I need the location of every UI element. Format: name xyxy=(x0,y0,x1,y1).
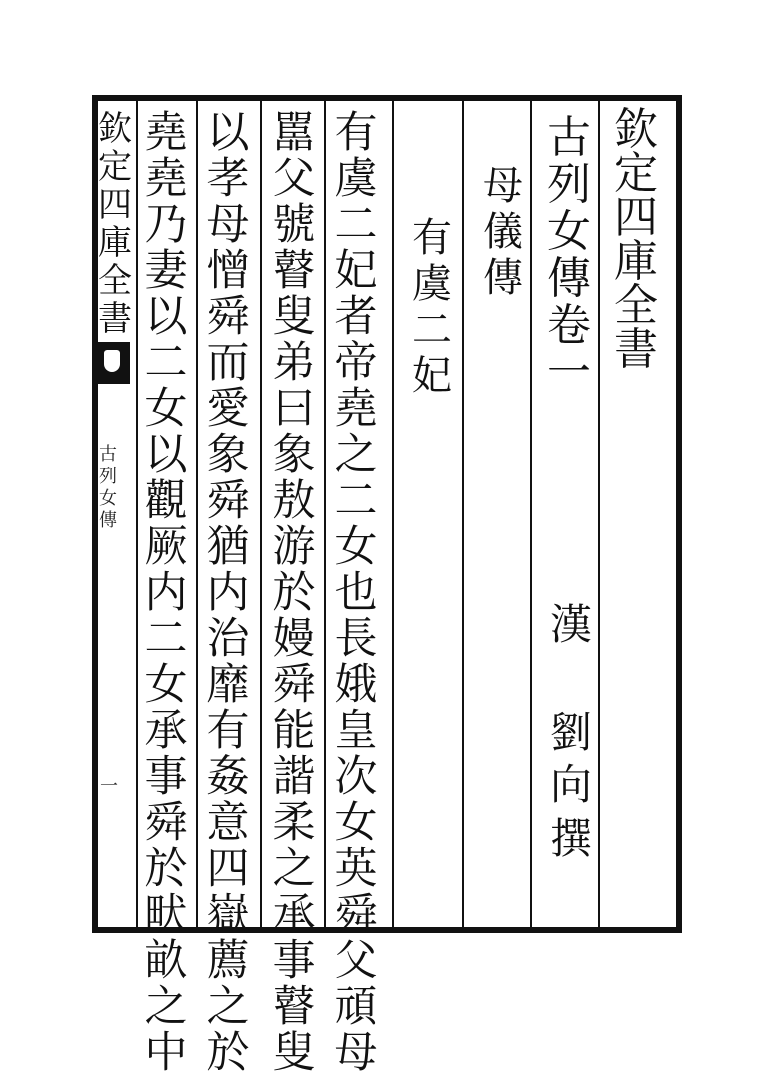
glyph: 於 xyxy=(144,844,188,894)
glyph: 瞽 xyxy=(272,982,316,1032)
glyph: 號 xyxy=(272,200,316,250)
glyph: 有 xyxy=(412,215,452,261)
column-rule xyxy=(196,95,198,933)
glyph: 傳 xyxy=(547,253,591,304)
glyph: 皇 xyxy=(334,706,378,756)
glyph: 母 xyxy=(483,163,523,209)
glyph: 象 xyxy=(206,430,250,480)
glyph: 定 xyxy=(98,147,132,187)
glyph: 於 xyxy=(206,1028,250,1078)
glyph: 孝 xyxy=(206,154,250,204)
glyph: 内 xyxy=(206,568,250,618)
glyph: 卷 xyxy=(547,300,591,351)
glyph: 於 xyxy=(272,568,316,618)
glyph: 虞 xyxy=(412,261,452,307)
glyph: 長 xyxy=(334,614,378,664)
glyph: 以 xyxy=(144,292,188,342)
body-column xyxy=(138,108,194,1078)
author-name xyxy=(543,708,599,816)
column-rule xyxy=(462,95,464,933)
author-dynasty xyxy=(543,600,599,649)
glyph: 憎 xyxy=(206,246,250,296)
glyph: 列 xyxy=(99,466,117,487)
glyph: 姦 xyxy=(206,752,250,802)
glyph: 堯 xyxy=(334,384,378,434)
glyph: 能 xyxy=(272,706,316,756)
glyph: 妻 xyxy=(144,246,188,296)
author-verb xyxy=(543,814,599,863)
glyph: 叟 xyxy=(272,1028,316,1078)
glyph: 者 xyxy=(334,292,378,342)
glyph: 虞 xyxy=(334,154,378,204)
glyph: 二 xyxy=(412,307,452,353)
glyph: 父 xyxy=(334,936,378,986)
glyph: 事 xyxy=(272,936,316,986)
glyph: 舜 xyxy=(206,292,250,342)
glyph: 瞽 xyxy=(272,246,316,296)
glyph: 頑 xyxy=(334,982,378,1032)
glyph: 儀 xyxy=(483,209,523,255)
glyph: 堯 xyxy=(144,154,188,204)
glyph: 古 xyxy=(99,444,117,465)
glyph: 女 xyxy=(144,660,188,710)
glyph: 柔 xyxy=(272,798,316,848)
glyph: 舜 xyxy=(334,890,378,940)
page-number: 一 xyxy=(100,776,118,797)
glyph: 全 xyxy=(98,261,132,301)
glyph: 舜 xyxy=(206,476,250,526)
glyph: 漢 xyxy=(549,600,592,649)
glyph: 之 xyxy=(206,982,250,1032)
glyph: 之 xyxy=(334,430,378,480)
glyph: 妃 xyxy=(412,353,452,399)
glyph: 二 xyxy=(144,614,188,664)
column-rule xyxy=(392,95,394,933)
glyph: 承 xyxy=(272,890,316,940)
glyph: 母 xyxy=(334,1028,378,1078)
glyph: 四 xyxy=(206,844,250,894)
glyph: 諧 xyxy=(272,752,316,802)
glyph: 二 xyxy=(334,200,378,250)
glyph: 有 xyxy=(334,108,378,158)
glyph: 薦 xyxy=(206,936,250,986)
glyph: 觀 xyxy=(144,476,188,526)
running-header-section xyxy=(96,446,120,534)
book-title xyxy=(539,112,599,398)
glyph: 娥 xyxy=(334,660,378,710)
glyph: 女 xyxy=(547,206,591,257)
glyph: 也 xyxy=(334,568,378,618)
fishtail-mark-icon xyxy=(96,342,130,384)
glyph: 敖 xyxy=(272,476,316,526)
glyph: 欽 xyxy=(98,109,132,149)
glyph: 英 xyxy=(334,844,378,894)
column-rule xyxy=(260,95,262,933)
glyph: 女 xyxy=(144,384,188,434)
glyph: 女 xyxy=(334,522,378,572)
glyph: 庫 xyxy=(98,223,132,263)
glyph: 全 xyxy=(614,280,658,331)
glyph: 治 xyxy=(206,614,250,664)
glyph: 列 xyxy=(547,159,591,210)
glyph: 二 xyxy=(144,338,188,388)
glyph: 二 xyxy=(334,476,378,526)
glyph: 次 xyxy=(334,752,378,802)
glyph: 四 xyxy=(614,192,658,243)
glyph: 弟 xyxy=(272,338,316,388)
glyph: 堯 xyxy=(144,108,188,158)
glyph: 曰 xyxy=(272,384,316,434)
column-rule xyxy=(324,95,326,933)
glyph: 父 xyxy=(272,154,316,204)
glyph: 厥 xyxy=(144,522,188,572)
frame-title xyxy=(604,104,668,375)
glyph: 而 xyxy=(206,338,250,388)
glyph: 帝 xyxy=(334,338,378,388)
glyph: 庫 xyxy=(614,236,658,287)
glyph: 象 xyxy=(272,430,316,480)
glyph: 以 xyxy=(206,108,250,158)
glyph: 之 xyxy=(272,844,316,894)
glyph: 乃 xyxy=(144,200,188,250)
glyph: 四 xyxy=(98,185,132,225)
running-header-title xyxy=(96,109,134,340)
glyph: 中 xyxy=(144,1028,188,1078)
glyph: 舜 xyxy=(144,798,188,848)
glyph: 定 xyxy=(614,148,658,199)
glyph: 妃 xyxy=(334,246,378,296)
glyph: 猶 xyxy=(206,522,250,572)
glyph: 嶽 xyxy=(206,890,250,940)
glyph: 撰 xyxy=(549,814,592,863)
glyph: 舜 xyxy=(272,660,316,710)
glyph: 母 xyxy=(206,200,250,250)
glyph: 書 xyxy=(98,299,132,339)
glyph: 以 xyxy=(144,430,188,480)
glyph: 畝 xyxy=(144,936,188,986)
glyph: 一 xyxy=(547,347,591,398)
body-column xyxy=(266,108,322,1078)
glyph: 之 xyxy=(144,982,188,1032)
glyph: 嫚 xyxy=(272,614,316,664)
glyph: 書 xyxy=(614,324,658,375)
glyph: 傳 xyxy=(99,510,117,531)
glyph: 愛 xyxy=(206,384,250,434)
body-column xyxy=(328,108,384,1078)
glyph: 事 xyxy=(144,752,188,802)
glyph: 内 xyxy=(144,568,188,618)
glyph: 向 xyxy=(549,760,592,809)
glyph: 女 xyxy=(99,488,117,509)
glyph: 叟 xyxy=(272,292,316,342)
item-title xyxy=(404,215,460,402)
glyph: 欽 xyxy=(614,104,658,155)
glyph: 古 xyxy=(547,112,591,163)
chapter-title xyxy=(475,163,531,304)
glyph: 傳 xyxy=(483,255,523,301)
glyph: 女 xyxy=(334,798,378,848)
body-column xyxy=(200,108,256,1078)
glyph: 游 xyxy=(272,522,316,572)
glyph: 承 xyxy=(144,706,188,756)
glyph: 有 xyxy=(206,706,250,756)
glyph: 劉 xyxy=(549,708,592,757)
glyph: 畎 xyxy=(144,890,188,940)
glyph: 靡 xyxy=(206,660,250,710)
glyph: 意 xyxy=(206,798,250,848)
glyph: 嚚 xyxy=(272,108,316,158)
